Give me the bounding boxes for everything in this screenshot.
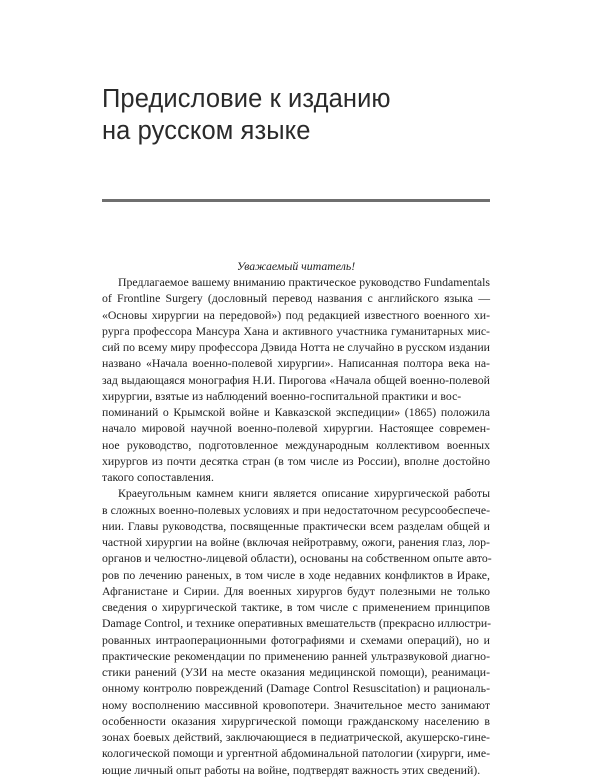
text-line: «Основы хирургии на передовой») под редакцией известного военного хи- (102, 307, 490, 322)
salutation: Уважаемый читатель! (236, 259, 356, 273)
text-line: зонах боевых действий, заключающиеся в педиатрической, акушерско-гине- (102, 730, 490, 744)
text-line: нии. Главы руководства, посвященные практически всем разделам общей и (102, 518, 490, 533)
text-line: поминаний о Крымской войне и Кавказской экспедиции» (1865) положила (102, 405, 490, 419)
text-line: кологической помощи и ургентной абдоминальной патологии (хирурги, име- (102, 746, 490, 761)
page-title-line-1: Предисловие к изданию (102, 85, 391, 113)
text-line: Предлагаемое вашему вниманию практическое руководство Fundamentals (118, 275, 490, 289)
text-line: органов и челюстно-лицевой области), основаны на собственном опыте авто- (102, 551, 492, 566)
title-divider (102, 199, 490, 202)
text-line: Краеугольным камнем книги является описание хирургической работы (118, 486, 490, 501)
text-line: начало мировой научной военно-полевой хирургии. Настоящее современ- (102, 421, 490, 436)
text-line: зад выдающаяся монография Н.И. Пирогова «Начала общей военно-полевой хирургии, взятые из наблюдений военно-госпитальной практики и вос- (102, 372, 490, 403)
text-line: ному восполнению массивной кровопотери. Значительное место занимают (102, 697, 490, 712)
paragraph-2 (102, 485, 490, 778)
text-line: ное руководство, подготовленное международным коллективом военных (102, 437, 490, 452)
text-line: хирургов из почти десятка стран (в том числе из России), вполне достойно (102, 453, 490, 468)
text-line: в сложных военно-полевых условиях и при недостаточном ресурсообеспече- (102, 502, 490, 517)
text-line: рурга профессора Мансура Хана и активного участника гуманитарных мис- (102, 323, 490, 338)
body-text (102, 274, 490, 778)
page-title (102, 83, 502, 147)
page-title-line-2: на русском языке (102, 117, 311, 145)
text-line: ющие личный опыт работы на войне, подтвердят важность этих сведений). (102, 762, 481, 777)
text-line: практические рекомендации по применению ранней ультразвуковой диагно- (102, 648, 490, 663)
text-line: особенности оказания хирургической помощи гражданскому населению в (102, 713, 490, 728)
paragraph-1 (102, 274, 490, 485)
text-line: рованных интраоперационными фотографиями и схемами операций), но и (102, 632, 490, 647)
text-line: частной хирургии на войне (включая нейротравму, ожоги, ранения глаз, лор- (102, 535, 490, 549)
text-line: названо «Начала военно-полевой хирургии». Написанная полтора века на- (102, 356, 490, 371)
text-line: of Frontline Surgery (дословный перевод названия с английского языка — (102, 291, 490, 306)
text-line: стики ранений (УЗИ на месте оказания медицинской помощи), реанимаци- (102, 665, 490, 679)
text-line: онному контролю повреждений (Damage Control Resuscitation) и рациональ- (102, 681, 490, 696)
text-line: Damage Control, и технике оперативных вмешательств (прекрасно иллюстри- (102, 616, 492, 631)
text-line: сий по всему миру профессора Дэвида Нотта не случайно в русском издании (102, 340, 490, 354)
text-line: такого сопоставления. (102, 470, 214, 484)
text-line: сведения о хирургической тактике, в том числе с применением принципов (102, 600, 490, 614)
text-line: ров по лечению раненых, в том числе в ходе недавних конфликтов в Ираке, (102, 567, 490, 582)
text-line: Афганистане и Сирии. Для военных хирургов будут полезными не только (102, 583, 490, 598)
